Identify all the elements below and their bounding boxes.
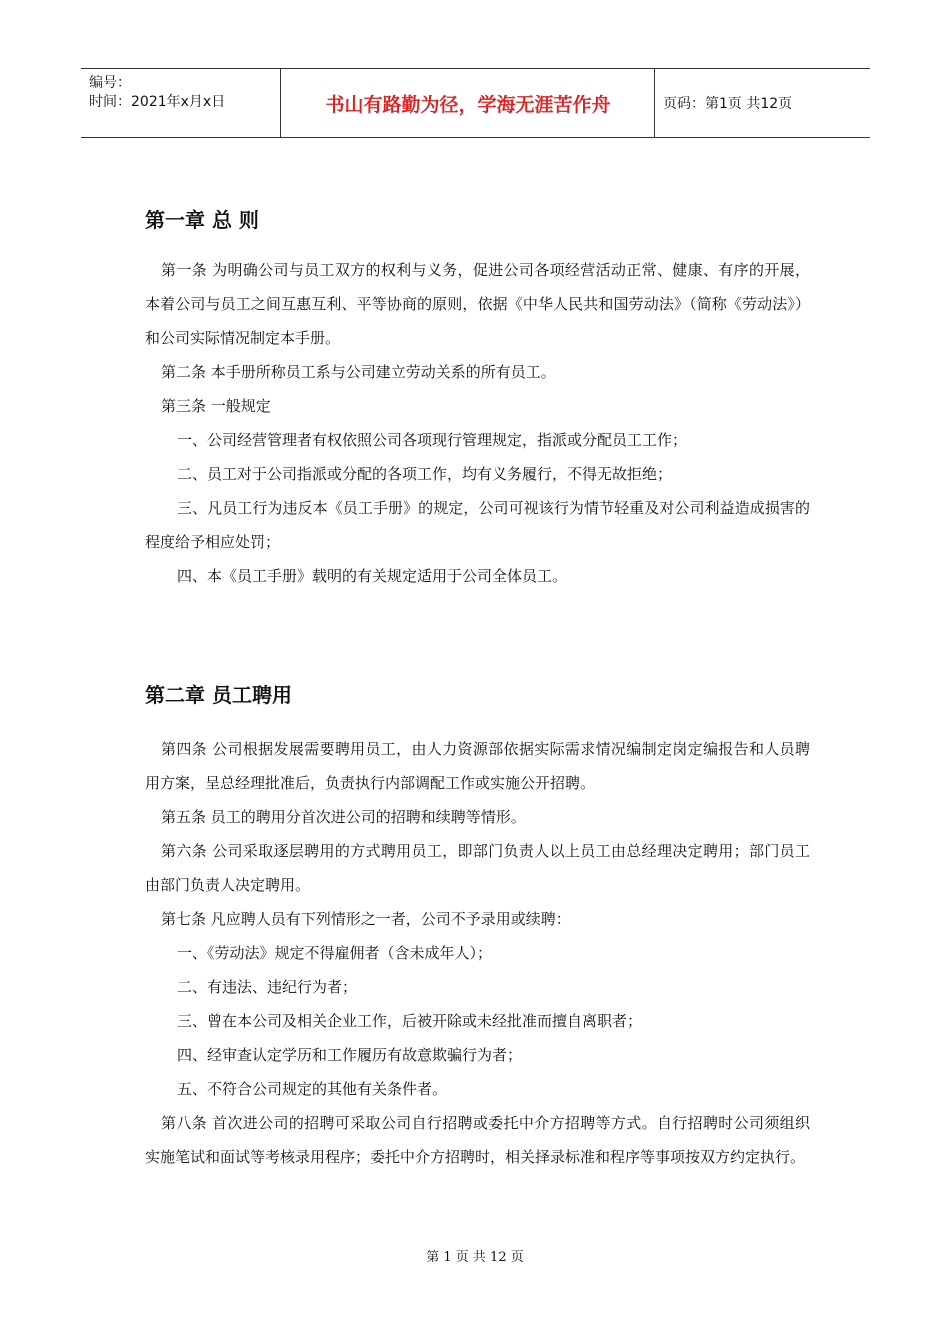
document-header [81, 68, 870, 138]
article-7-item-2: 二、有违法、违纪行为者； [177, 978, 358, 996]
article-7-item-1: 一、《劳动法》规定不得雇佣者（含未成年人）； [177, 944, 493, 962]
article-3-item-4: 四、本《员工手册》载明的有关规定适用于公司全体员工。 [177, 567, 568, 585]
article-7-item-4: 四、经审查认定学历和工作履历有故意欺骗行为者； [177, 1046, 523, 1064]
article-5: 第五条 员工的聘用分首次进公司的招聘和续聘等情形。 [161, 808, 526, 826]
header-meta-cell [81, 69, 281, 137]
article-7-item-5: 五、不符合公司规定的其他有关条件者。 [177, 1080, 448, 1098]
article-7: 第七条 凡应聘人员有下列情形之一者，公司不予录用或续聘： [161, 910, 571, 928]
page-footer: 第 1 页 共 12 页 [426, 1250, 524, 1265]
article-3: 第三条 一般规定 [161, 397, 271, 415]
article-8: 第八条 首次进公司的招聘可采取公司自行招聘或委托中介方招聘等方式。自行招聘时公司须组织实施笔试和面试等考核录用程序；委托中介方招聘时，相关择录标准和程序等事项按双方约定执行。 [145, 1114, 810, 1166]
article-2: 第二条 本手册所称员工系与公司建立劳动关系的所有员工。 [161, 363, 556, 381]
number-label: 编号： [89, 75, 131, 91]
article-7-item-3: 三、曾在本公司及相关企业工作，后被开除或未经批准而擅自离职者； [177, 1012, 643, 1030]
article-3-item-3: 三、凡员工行为违反本《员工手册》的规定，公司可视该行为情节轻重及对公司利益造成损害的程度给予相应处罚； [145, 499, 810, 551]
article-4: 第四条 公司根据发展需要聘用员工，由人力资源部依据实际需求情况编制定岗定编报告和人员聘用方案，呈总经理批准后，负责执行内部调配工作或实施公开招聘。 [145, 740, 810, 792]
header-motto: 书山有路勤为径，学海无涯苦作舟 [282, 69, 655, 137]
chapter-1-title: 第一章 总 则 [145, 208, 259, 232]
article-3-item-1: 一、公司经营管理者有权依照公司各项现行管理规定，指派或分配员工工作； [177, 431, 688, 449]
article-6: 第六条 公司采取逐层聘用的方式聘用员工，即部门负责人以上员工由总经理决定聘用；部门员工由部门负责人决定聘用。 [145, 842, 810, 894]
header-page-info: 页码：第1页 共12页 [663, 96, 793, 112]
article-1: 第一条 为明确公司与员工双方的权利与义务，促进公司各项经营活动正常、健康、有序的开展，本着公司与员工之间互惠互利、平等协商的原则，依据《中华人民共和国劳动法》（简称《劳动法》）和公司实际情况制定本手册。 [145, 261, 810, 347]
time-label: 时间：2021年x月x日 [89, 94, 226, 110]
document-body [145, 200, 810, 1174]
article-3-item-2: 二、员工对于公司指派或分配的各项工作，均有义务履行，不得无故拒绝； [177, 465, 673, 483]
chapter-2-title: 第二章 员工聘用 [145, 683, 292, 707]
